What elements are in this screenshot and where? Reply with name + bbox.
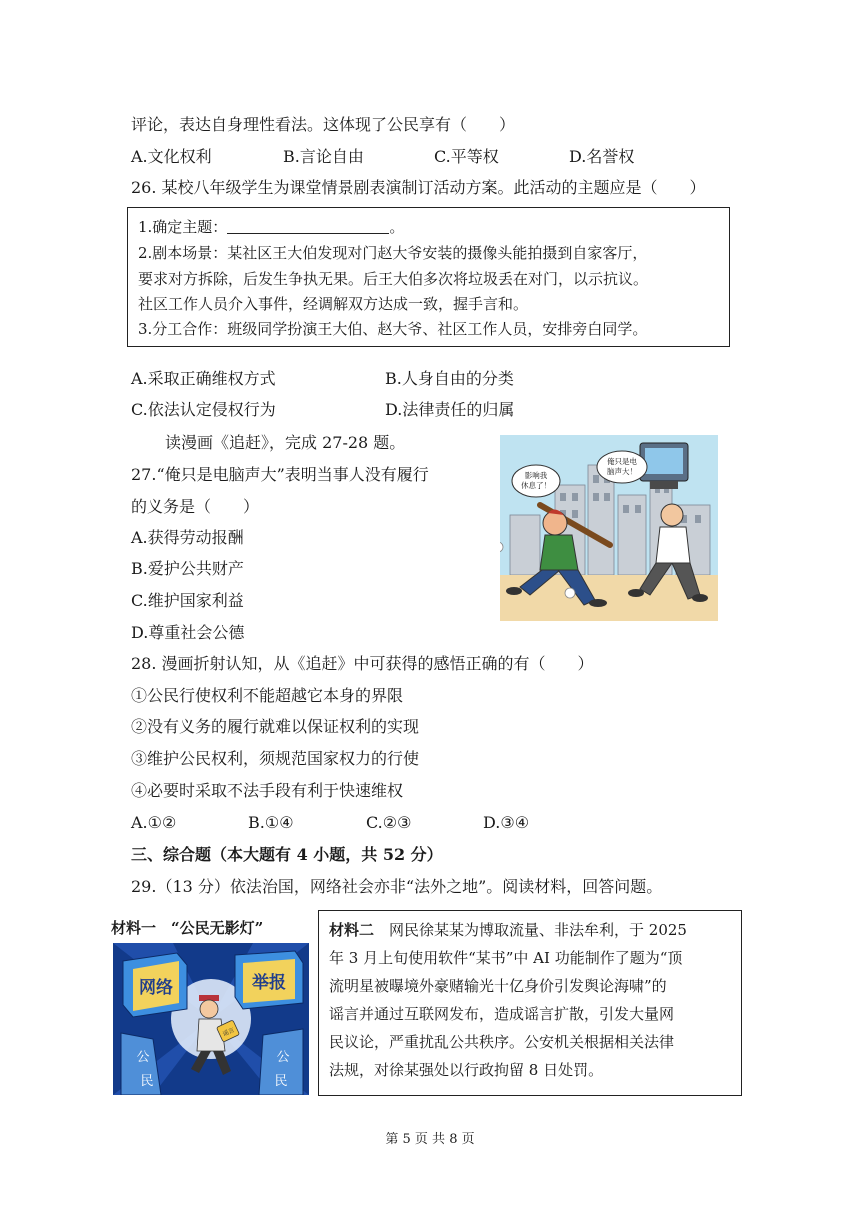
section-3-title: 三、综合题（本大题有 4 小题，共 52 分） bbox=[131, 845, 443, 864]
pillar-right-text-2: 民 bbox=[274, 1074, 288, 1089]
computer-stand bbox=[650, 481, 678, 489]
q27-option-d: D.尊重社会公德 bbox=[131, 623, 245, 642]
q25-stem-tail: 评论，表达自身理性看法。这体现了公民享有（ ） bbox=[131, 115, 516, 134]
q25-option-d: D.名誉权 bbox=[569, 147, 635, 166]
q28-item-1: ①公民行使权利不能超越它本身的界限 bbox=[131, 686, 404, 705]
q26-option-b: B.人身自由的分类 bbox=[385, 369, 514, 388]
page-footer: 第 5 页 共 8 页 bbox=[385, 1132, 475, 1147]
left-man-shirt bbox=[540, 535, 578, 570]
q27-stem-line-2: 的义务是（ ） bbox=[131, 497, 260, 516]
material-2-line-3: 流明星被曝境外豪赌输光十亿身价引发舆论海啸”的 bbox=[329, 977, 667, 995]
plan-line-4: 社区工作人员介入事件，经调解双方达成一致，握手言和。 bbox=[138, 295, 529, 313]
pillar-left-text-2: 民 bbox=[140, 1074, 154, 1089]
plan-theme-label: 1.确定主题： bbox=[138, 218, 228, 236]
pillar-right bbox=[259, 1029, 303, 1095]
crumpled-paper-icon bbox=[565, 588, 575, 598]
left-man-shoe-back bbox=[506, 587, 522, 595]
q25-option-b: B.言论自由 bbox=[283, 147, 364, 166]
q28-option-c: C.②③ bbox=[366, 813, 412, 832]
material-1-title: 材料一 “公民无影灯” bbox=[111, 919, 264, 937]
q27-option-c: C.维护国家利益 bbox=[131, 591, 244, 610]
bubble-left-text-1: 影响我 bbox=[524, 471, 548, 480]
bubble-right-text-2: 脑声大！ bbox=[607, 467, 637, 476]
material-2-box bbox=[318, 910, 742, 1096]
right-man-shoe-back bbox=[628, 589, 644, 597]
q28-option-b: B.①④ bbox=[248, 813, 294, 832]
q26-plan-box bbox=[127, 207, 730, 347]
material-1-image bbox=[113, 943, 309, 1095]
computer-screen bbox=[645, 448, 683, 474]
pillar-right-text-1: 公 bbox=[276, 1050, 290, 1065]
q26-option-c: C.依法认定侵权行为 bbox=[131, 400, 276, 419]
plan-theme-end: 。 bbox=[389, 218, 405, 236]
material-2-line-5: 民议论，严重扰乱公共秩序。公安机关根据相关法律 bbox=[329, 1033, 675, 1051]
chase-cartoon bbox=[500, 435, 718, 621]
figure-bag-label: 谣言 bbox=[221, 1026, 236, 1039]
block-report bbox=[235, 951, 303, 1009]
q28-option-a: A.①② bbox=[131, 813, 177, 832]
q29-stem: 29.（13 分）依法治国，网络社会亦非“法外之地”。阅读材料，回答问题。 bbox=[131, 877, 663, 896]
q26-option-d: D.法律责任的归属 bbox=[385, 400, 515, 419]
plan-line-2: 2.剧本场景：某社区王大伯发现对门赵大爷安装的摄像头能拍摄到自家客厅， bbox=[138, 244, 648, 262]
q27-stem-line-1: 27.“俺只是电脑声大”表明当事人没有履行 bbox=[131, 465, 429, 484]
q28-option-d: D.③④ bbox=[483, 813, 530, 832]
left-man-shoe-front bbox=[589, 599, 607, 607]
block-network bbox=[123, 953, 187, 1017]
right-man-shoe-front bbox=[692, 594, 708, 602]
pillar-left-text-1: 公 bbox=[136, 1050, 150, 1065]
q25-option-c: C.平等权 bbox=[434, 147, 499, 166]
block-right-label: 举报 bbox=[252, 973, 286, 993]
block-left-label: 网络 bbox=[139, 978, 173, 998]
material-2-line-2: 年 3 月上旬使用软件“某书”中 AI 功能制作了题为“顶 bbox=[329, 949, 683, 967]
theme-blank bbox=[227, 219, 389, 234]
q28-item-2: ②没有义务的履行就难以保证权利的实现 bbox=[131, 717, 420, 736]
cartoon-intro: 读漫画《追赶》，完成 27-28 题。 bbox=[165, 433, 406, 452]
material-2-line-4: 谣言并通过互联网发布，造成谣言扩散，引发大量网 bbox=[329, 1005, 675, 1023]
bubble-left-text-2: 休息了！ bbox=[521, 481, 551, 490]
q28-item-3: ③维护公民权利，须规范国家权力的行使 bbox=[131, 749, 420, 768]
q26-stem: 26. 某校八年级学生为课堂情景剧表演制订活动方案。此活动的主题应是（ ） bbox=[131, 178, 706, 197]
q27-option-a: A.获得劳动报酬 bbox=[131, 528, 244, 547]
q26-option-a: A.采取正确维权方式 bbox=[131, 369, 276, 388]
plan-line-1 bbox=[138, 218, 404, 237]
material-2-line-6: 法规，对徐某强处以行政拘留 8 日处罚。 bbox=[329, 1061, 604, 1079]
material-2-line-1: 材料二 网民徐某某为博取流量、非法牟利，于 2025 bbox=[329, 921, 687, 939]
q27-option-b: B.爱护公共财产 bbox=[131, 559, 244, 578]
q28-item-4: ④必要时采取不法手段有利于快速维权 bbox=[131, 781, 404, 800]
right-man-head bbox=[661, 504, 683, 526]
q25-option-a: A.文化权利 bbox=[131, 147, 212, 166]
q28-stem: 28. 漫画折射认知，从《追赶》中可获得的感悟正确的有（ ） bbox=[131, 654, 594, 673]
plan-line-5: 3.分工合作：班级同学扮演王大伯、赵大爷、社区工作人员，安排旁白同学。 bbox=[138, 320, 648, 338]
right-man-shirt bbox=[656, 527, 690, 563]
plan-line-3: 要求对方拆除，后发生争执无果。后王大伯多次将垃圾丢在对门，以示抗议。 bbox=[138, 270, 649, 288]
bubble-right-text-1: 俺只是电 bbox=[607, 457, 637, 466]
material-2-label: 材料二 bbox=[329, 921, 375, 939]
